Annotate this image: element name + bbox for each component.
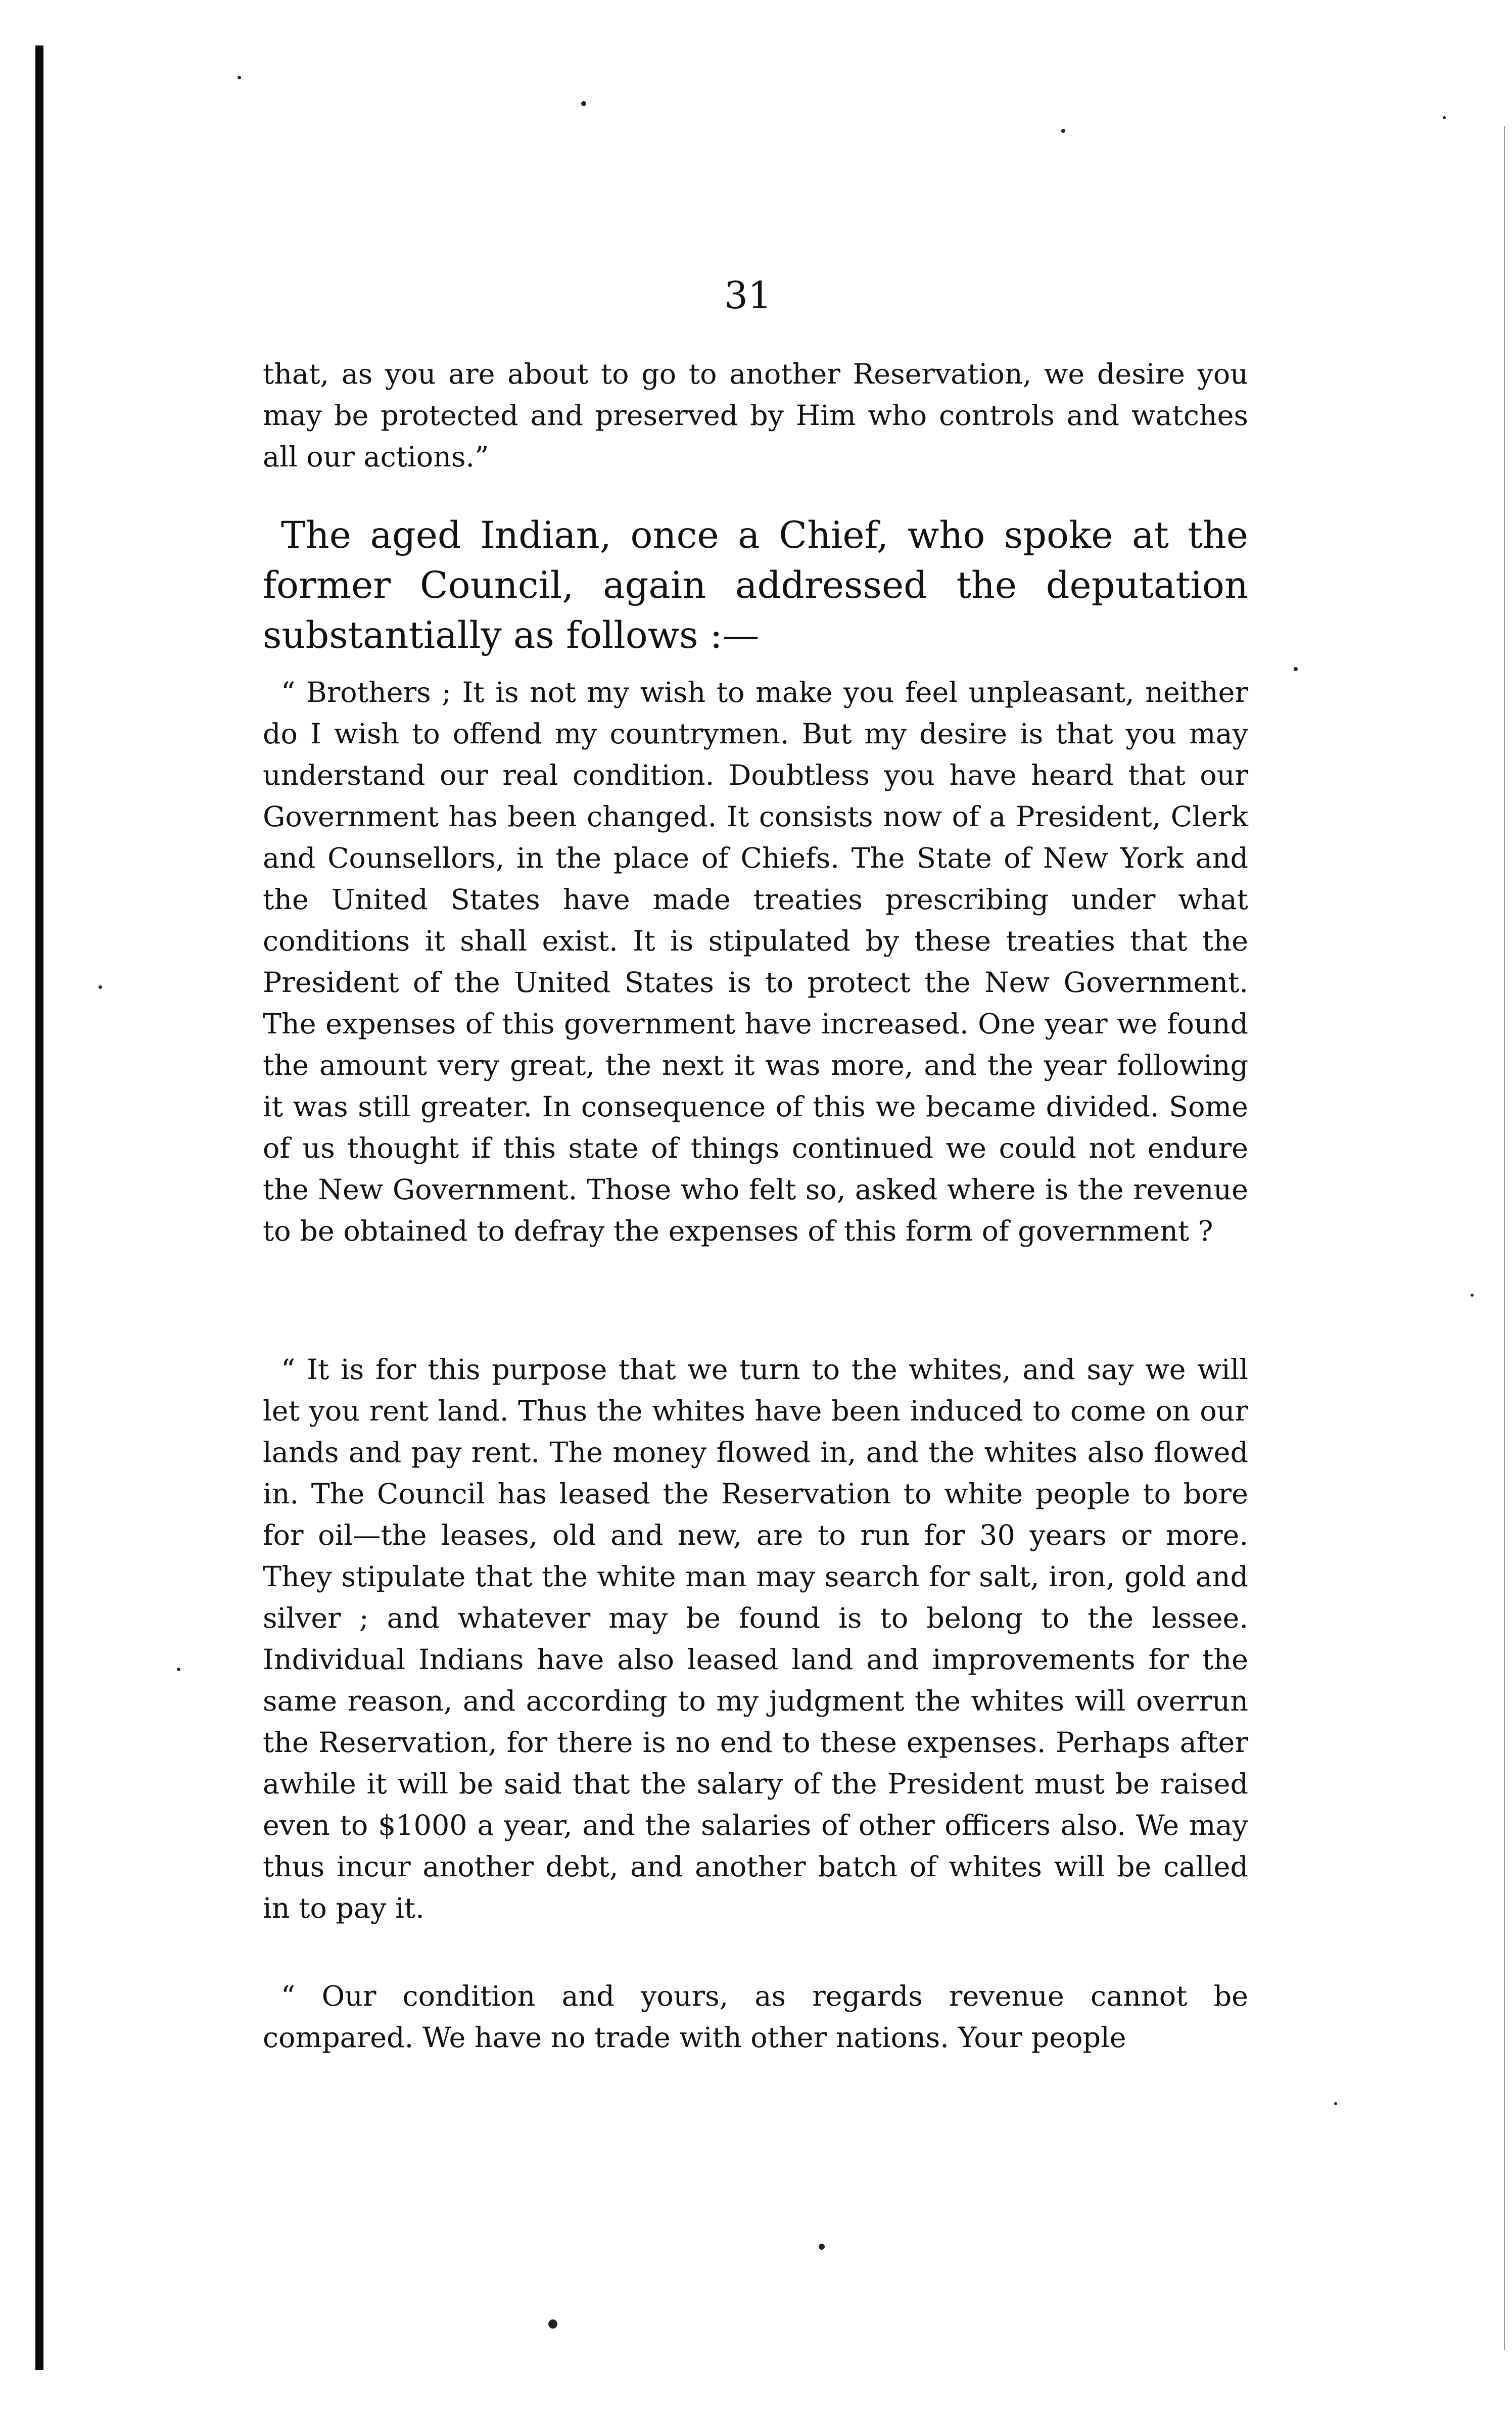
scan-speck [1443,116,1446,119]
heading-paragraph-block [263,510,1248,660]
page-number: 31 [724,274,772,317]
scan-speck [819,2244,825,2250]
scan-speck [177,1668,180,1671]
scan-speck [1334,2102,1337,2105]
page-binding-edge [35,45,43,2370]
speech-paragraph-3-block [263,1976,1248,2059]
speech-paragraph-1: “ Brothers ; It is not my wish to make you feel unpleasant, neither do I wish to offend my countrymen. But my desire is that you may understand our real condition. Doubtless you have heard that our Government has been changed. It consists now of a President, Clerk and Counsellors, in the place of Chiefs. The State of New York and the United States have made treaties prescribing under what conditions it shall exist. It is stipulated by these treaties that the President of the United States is to protect the New Government. The expenses of this government have increased. One year we found the amount very great, the next it was more, and the year following it was still greater. In consequence of this we became divided. Some of us thought if this state of things continued we could not endure the New Government. Those who felt so, asked where is the revenue to be obtained to defray the expenses of this form of government ? [263,676,1248,1248]
page-right-edge [1504,126,1505,2350]
continuation-paragraph-block [263,354,1248,478]
scan-speck [1294,667,1298,671]
scan-speck [548,2319,557,2329]
scan-speck [581,101,586,106]
scan-speck [99,985,102,989]
scan-speck [1471,1294,1474,1297]
speech-paragraph-2: “ It is for this purpose that we turn to the whites, and say we will let you rent land. Thus the whites have been induced to come on our lands and pay rent. The money flowed in, and the whites also flowed in. The Council has leased the Reservation to white people to bore for oil—the leases, old and new, are to run for 30 years or more. They stipulate that the white man may search for salt, iron, gold and silver ; and whatever may be found is to belong to the lessee. Individual Indians have also leased land and improvements for the same reason, and according to my judgment the whites will overrun the Reservation, for there is no end to these expenses. Perhaps after awhile it will be said that the salary of the President must be raised even to $1000 a year, and the salaries of other officers also. We may thus incur another debt, and another batch of whites will be called in to pay it. [263,1353,1248,1925]
continuation-paragraph: that, as you are about to go to another Reservation, we desire you may be protected and preserved by Him who controls and watches all our actions.” [263,358,1248,473]
speech-paragraph-1-block [263,672,1248,1252]
scan-speck [238,76,241,79]
scan-speck [1061,129,1065,133]
speech-paragraph-3: “ Our condition and yours, as regards revenue cannot be compared. We have no trade with other nations. Your people [263,1980,1248,2054]
heading-paragraph: The aged Indian, once a Chief, who spoke at the former Council, again addressed the deputation substantially as follows :— [263,514,1248,657]
speech-paragraph-2-block [263,1349,1248,1929]
